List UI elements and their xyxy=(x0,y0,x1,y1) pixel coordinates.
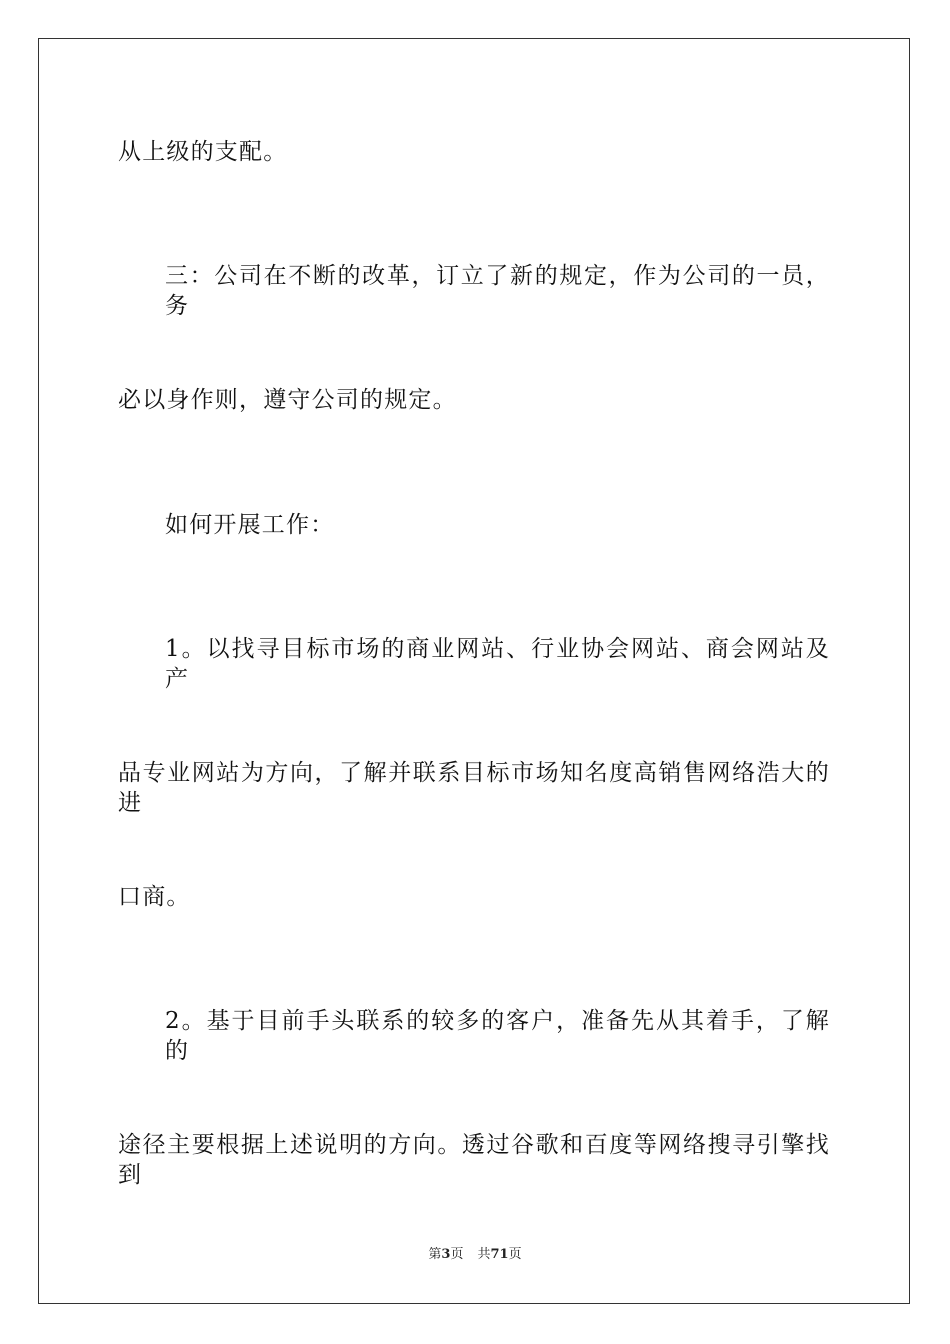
paragraph-line: 品专业网站为方向，了解并联系目标市场知名度高销售网络浩大的进 xyxy=(118,760,830,816)
paragraph-line: 必以身作则，遵守公司的规定。 xyxy=(118,387,457,413)
paragraph-line: 2。基于目前手头联系的较多的客户，准备先从其着手，了解的 xyxy=(165,1008,830,1064)
section-heading: 如何开展工作： xyxy=(165,512,335,538)
total-prefix: 共 xyxy=(477,1247,491,1262)
total-suffix: 页 xyxy=(508,1247,522,1262)
paragraph-line: 口商。 xyxy=(118,884,191,910)
page-suffix: 页 xyxy=(450,1247,464,1262)
paragraph-line: 三：公司在不断的改革，订立了新的规定，作为公司的一员，务 xyxy=(165,263,830,319)
page-footer xyxy=(0,1246,950,1264)
page-prefix: 第 xyxy=(428,1247,442,1262)
page-number: 3 xyxy=(441,1247,451,1262)
paragraph-line: 从上级的支配。 xyxy=(118,139,288,165)
paragraph-line: 途径主要根据上述说明的方向。透过谷歌和百度等网络搜寻引擎找到 xyxy=(118,1132,830,1188)
total-pages: 71 xyxy=(490,1247,509,1262)
paragraph-line: 1。以找寻目标市场的商业网站、行业协会网站、商会网站及产 xyxy=(165,636,830,692)
